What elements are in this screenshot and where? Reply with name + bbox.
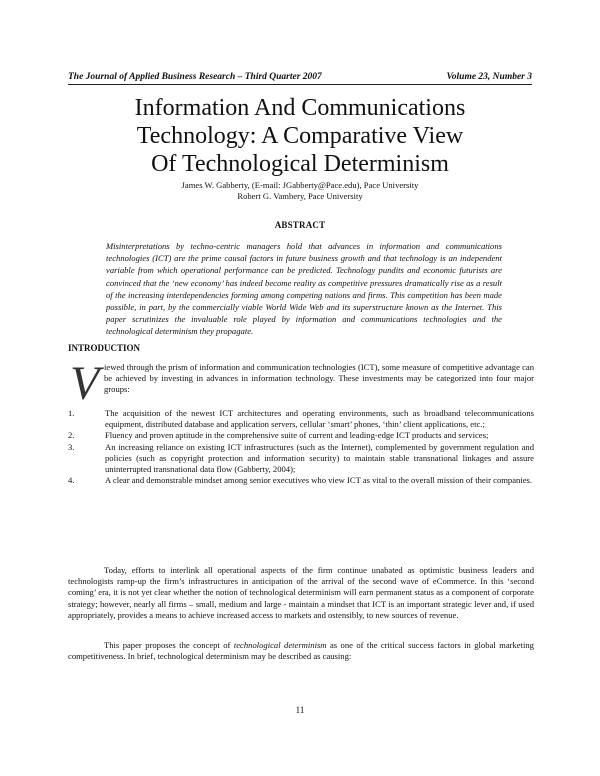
author-block xyxy=(68,180,532,202)
introduction-text: iewed through the prism of information and communication technologies (ICT), some measure of competitive advantage can be achieved by investing in advances in information technology. These investments may be categorized into four major groups: xyxy=(104,362,534,395)
emphasized-term: technological determinism xyxy=(233,640,327,650)
paragraph-text: This paper proposes the concept of xyxy=(104,640,234,650)
drop-cap: V xyxy=(70,357,100,410)
list-item xyxy=(68,475,534,486)
title-line-2: Technology: A Comparative View xyxy=(136,123,464,149)
list-number: 3. xyxy=(68,441,75,452)
header-rule xyxy=(68,84,532,85)
list-number: 4. xyxy=(68,475,75,486)
list-text: A clear and demonstrable mindset among senior executives who view ICT as vital to the overall mission of their companies. xyxy=(105,475,533,486)
list-number: 1. xyxy=(68,408,75,418)
list-text: The acquisition of the newest ICT architectures and operating environments, such as broadband telecommunications equipment, distributed database and application servers, cellular ‘smart’ phones, ‘thin’ client applications, etc.; xyxy=(105,408,534,430)
list-item xyxy=(68,408,534,430)
list-text: Fluency and proven aptitude in the comprehensive suite of current and leading-edge ICT products and services; xyxy=(105,430,489,441)
title-line-3: Of Technological Determinism xyxy=(151,151,449,177)
title-line-1: Information And Communications xyxy=(134,95,466,121)
list-item xyxy=(68,442,534,476)
body-paragraph-2 xyxy=(68,640,534,662)
page-number: 11 xyxy=(295,705,305,715)
investment-groups-list xyxy=(68,408,534,486)
list-text: An increasing reliance on existing ICT infrastructures (such as the Internet), complemented by government regulation and policies (such as copyright protection and information security) to maintain stable transnational linkages and assure uninterrupted transnational data flow (Gabberty, 2004); xyxy=(105,441,534,475)
body-paragraph-1: Today, efforts to interlink all operational aspects of the firm continue unabated as optimistic business leaders and technologists ramp-up the firm’s infrastructures in anticipation of the arrival of the second wave of eCommerce. In this ‘second coming’ era, it is not yet clear whether the notion of technological determinism will earn permanent status as a component of corporate strategy; however, nearly all firms – small, medium and large - maintain a mindset that ICT is an important strategic lever and, if used appropriately, provides a means to achieve increased access to markets and ostensibly, to new sources of revenue. xyxy=(68,565,534,620)
author-2: Robert G. Vambery, Pace University xyxy=(237,191,363,201)
journal-name: The Journal of Applied Business Research – Third Quarter 2007 xyxy=(68,72,322,82)
author-1: James W. Gabberty, (E-mail: JGabberty@Pace.edu), Pace University xyxy=(181,180,419,190)
paper-title xyxy=(68,94,532,178)
volume-number: Volume 23, Number 3 xyxy=(446,72,532,82)
introduction-heading: INTRODUCTION xyxy=(68,343,141,353)
list-number: 2. xyxy=(68,430,75,441)
abstract-heading: ABSTRACT xyxy=(274,220,326,230)
list-item xyxy=(68,430,534,441)
paragraph-text: as one of the critical success factors in global marketing competitiveness. In brief, technological determinism may be described as causing: xyxy=(68,640,534,662)
running-header xyxy=(68,72,532,82)
abstract-text: Misinterpretations by techno-centric managers hold that advances in information and communications technologies (ICT) are the prime causal factors in future business growth and that technology is an independent variable from which operational performance can be predicted. Technology pundits and economic futurists are convinced that the ‘new economy’ has indeed become reality as competitive pressures dramatically rise as a result of the increasing interdependencies forming among competing nations and firms. This competition has been made possible, in part, by the commercially viable World Wide Web and its superstructure known as the Internet. This paper scrutinizes the invaluable role played by information and communications technologies and the technological determinism they propagate. xyxy=(106,241,502,337)
